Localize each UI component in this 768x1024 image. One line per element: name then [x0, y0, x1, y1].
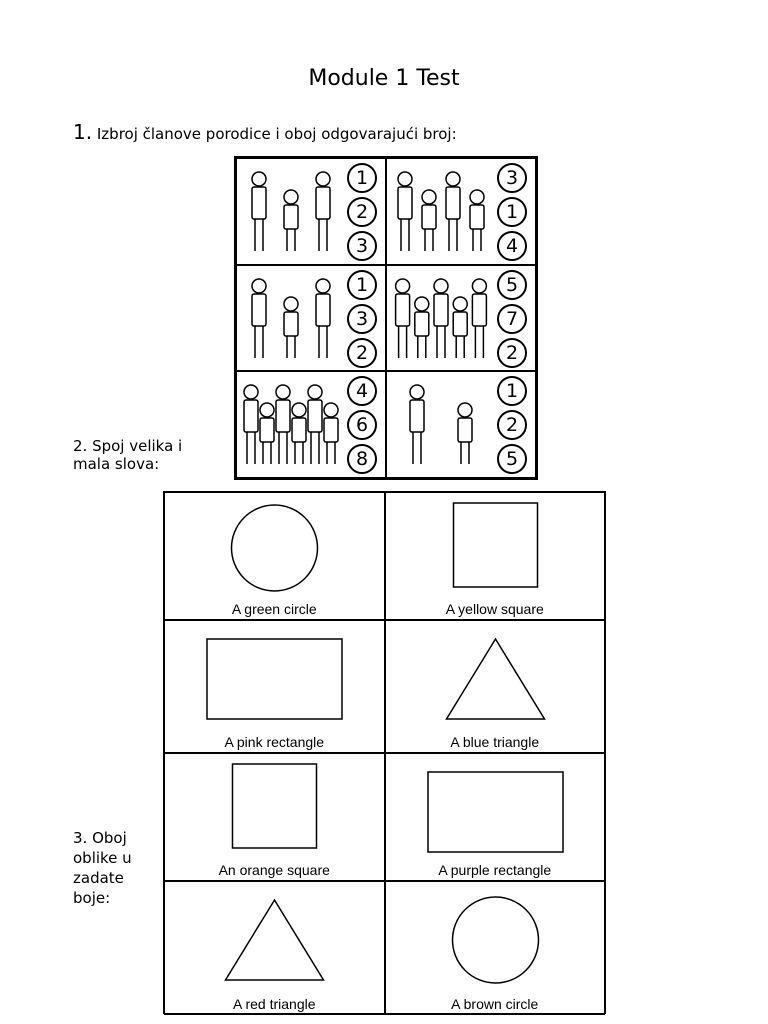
shape-cell — [164, 753, 385, 881]
question-1-number: 1. — [73, 120, 93, 144]
family-member-figure — [252, 172, 266, 251]
family-member-figure — [308, 385, 322, 464]
family-member-figure — [434, 279, 448, 358]
circle-outline[interactable] — [452, 897, 538, 983]
family-member-figure — [453, 297, 467, 358]
family-member-figure — [252, 279, 266, 358]
family-member-figure — [260, 403, 274, 464]
number-circle[interactable]: 3 — [347, 231, 377, 261]
family-cell — [236, 371, 386, 478]
family-member-figure — [458, 403, 472, 464]
number-circle[interactable]: 4 — [497, 231, 527, 261]
family-illustration — [387, 159, 491, 265]
family-illustration — [387, 372, 491, 478]
family-member-figure — [324, 403, 338, 464]
number-circle[interactable]: 6 — [347, 410, 377, 440]
number-circle[interactable]: 2 — [347, 197, 377, 227]
question-3-text: 3. Oboj oblike u zadate boje: — [73, 829, 132, 907]
family-member-figure — [284, 190, 298, 251]
number-circle[interactable]: 2 — [347, 338, 377, 368]
family-cell — [386, 158, 536, 265]
shape-drawing[interactable] — [165, 621, 384, 752]
number-circle[interactable]: 2 — [497, 338, 527, 368]
family-member-figure — [284, 297, 298, 358]
number-circle[interactable]: 1 — [347, 163, 377, 193]
shape-cell — [385, 492, 606, 620]
family-members — [396, 279, 487, 358]
family-member-figure — [446, 172, 460, 251]
number-circle[interactable]: 1 — [497, 197, 527, 227]
triangle-outline[interactable] — [226, 900, 324, 980]
family-illustration — [237, 159, 341, 265]
shape-cell — [164, 620, 385, 753]
family-count-grid — [234, 156, 538, 480]
family-cell — [236, 265, 386, 372]
family-member-figure — [244, 385, 258, 464]
number-options — [493, 376, 531, 474]
family-member-figure — [396, 279, 410, 358]
shape-cell — [385, 620, 606, 753]
family-member-figure — [276, 385, 290, 464]
family-member-figure — [472, 279, 486, 358]
circle-outline[interactable] — [232, 505, 318, 591]
family-member-figure — [316, 279, 330, 358]
family-members — [398, 172, 484, 251]
shape-label: A red triangle — [233, 996, 316, 1012]
shape-label: A blue triangle — [450, 734, 540, 750]
number-circle[interactable]: 5 — [497, 444, 527, 474]
shape-label: A green circle — [231, 601, 317, 617]
family-member-figure — [398, 172, 412, 251]
number-circle[interactable]: 7 — [497, 304, 527, 334]
number-circle[interactable]: 2 — [497, 410, 527, 440]
family-member-figure — [422, 190, 436, 251]
number-circle[interactable]: 3 — [347, 304, 377, 334]
square-outline[interactable] — [233, 764, 317, 848]
family-member-figure — [410, 385, 424, 464]
number-options — [493, 270, 531, 368]
number-circle[interactable]: 3 — [497, 163, 527, 193]
number-options — [493, 163, 531, 261]
shape-label: A yellow square — [445, 601, 544, 617]
shape-drawing[interactable] — [386, 882, 605, 1014]
question-1-text: Izbroj članove porodice i oboj odgovarajući broj: — [96, 125, 457, 143]
triangle-outline[interactable] — [446, 639, 544, 719]
family-cell — [236, 158, 386, 265]
shape-cell — [164, 492, 385, 620]
shape-cell — [164, 881, 385, 1015]
square-outline[interactable] — [453, 503, 537, 587]
shape-cell — [385, 881, 606, 1015]
shape-cell — [385, 753, 606, 881]
family-members — [252, 172, 330, 251]
shape-label: An orange square — [218, 862, 330, 878]
number-circle[interactable]: 5 — [497, 270, 527, 300]
number-circle[interactable]: 1 — [497, 376, 527, 406]
question-2-text: 2. Spoj velika i mala slova: — [73, 437, 183, 473]
family-illustration — [237, 266, 341, 372]
family-member-figure — [415, 297, 429, 358]
family-members — [252, 279, 330, 358]
page-title: Module 1 Test — [308, 66, 460, 91]
rectangle-outline[interactable] — [207, 639, 342, 719]
family-members — [244, 385, 338, 464]
family-cell — [386, 371, 536, 478]
family-cell — [386, 265, 536, 372]
family-illustration — [237, 372, 341, 478]
number-circle[interactable]: 1 — [347, 270, 377, 300]
family-illustration — [387, 266, 491, 372]
number-circle[interactable]: 4 — [347, 376, 377, 406]
family-member-figure — [316, 172, 330, 251]
shape-label: A brown circle — [451, 996, 539, 1012]
family-member-figure — [470, 190, 484, 251]
number-options — [343, 163, 381, 261]
question-1 — [73, 120, 457, 144]
shapes-table — [163, 491, 606, 1014]
shape-drawing[interactable] — [165, 882, 384, 1014]
number-options — [343, 270, 381, 368]
shape-label: A pink rectangle — [224, 734, 325, 750]
rectangle-outline[interactable] — [428, 772, 563, 852]
family-members — [410, 385, 472, 464]
shape-label: A purple rectangle — [438, 862, 552, 878]
shape-drawing[interactable] — [386, 621, 605, 752]
number-options — [343, 376, 381, 474]
number-circle[interactable]: 8 — [347, 444, 377, 474]
family-member-figure — [292, 403, 306, 464]
